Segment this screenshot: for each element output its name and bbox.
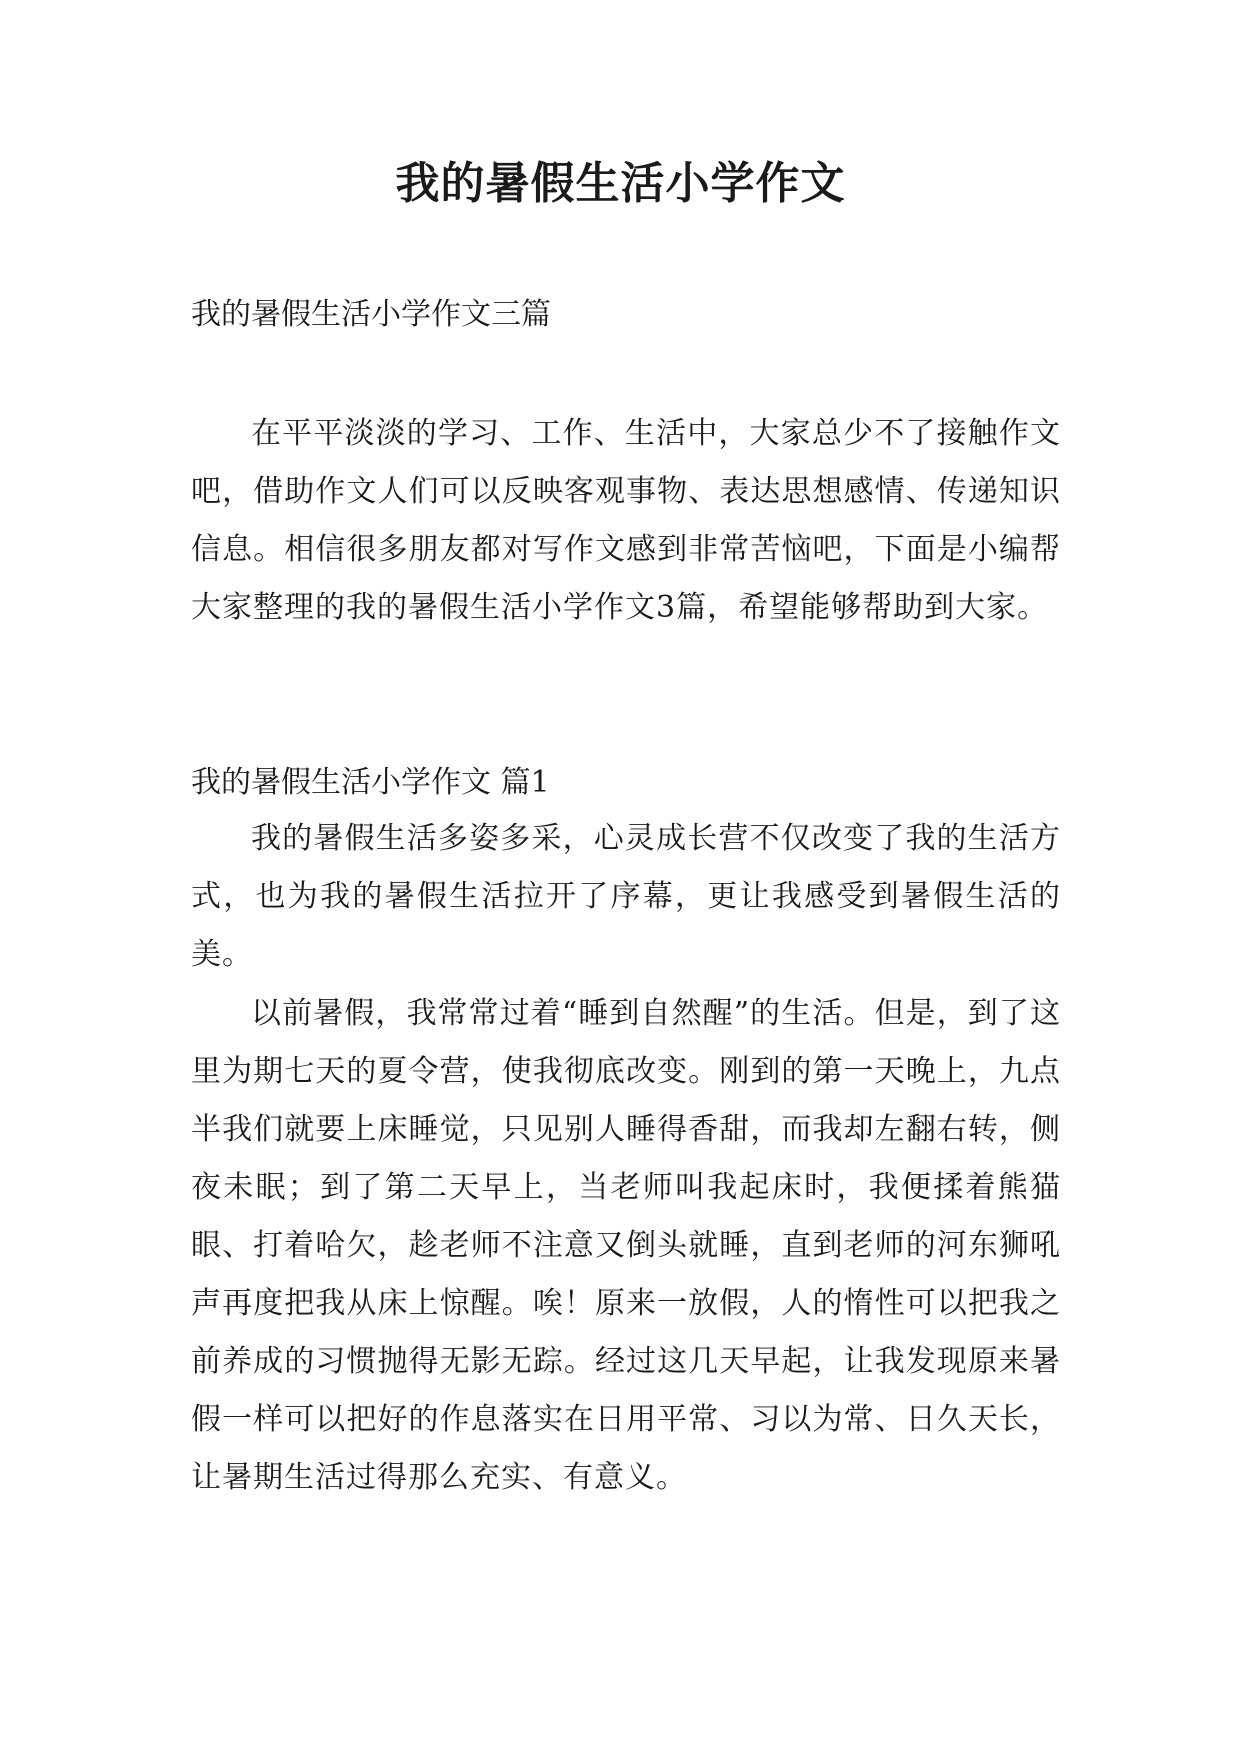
document-subtitle: 我的暑假生活小学作文三篇 [191, 297, 551, 332]
intro-paragraph: 在平平淡淡的学习、工作、生活中，大家总少不了接触作文吧，借助作文人们可以反映客观事物、表达思想感情、传递知识信息。相信很多朋友都对写作文感到非常苦恼吧，下面是小编帮大家整理的我的暑假生活小学作文3篇，希望能够帮助到大家。 [191, 416, 1061, 625]
body-paragraph: 我的暑假生活多姿多采，心灵成长营不仅改变了我的生活方式，也为我的暑假生活拉开了序幕，更让我感受到暑假生活的美。 [191, 821, 1061, 972]
section-heading: 我的暑假生活小学作文 篇1 [191, 765, 550, 800]
body-paragraph: 以前暑假，我常常过着“睡到自然醒”的生活。但是，到了这里为期七天的夏令营，使我彻底改变。刚到的第一天晚上，九点半我们就要上床睡觉，只见别人睡得香甜，而我却左翻右转，侧夜未眠；到了第二天早上，当老师叫我起床时，我便揉着熊猫眼、打着哈欠，趁老师不注意又倒头就睡，直到老师的河东狮吼声再度把我从床上惊醒。唉！原来一放假，人的惰性可以把我之前养成的习惯抛得无影无踪。经过这几天早起，让我发现原来暑假一样可以把好的作息落实在日用平常、习以为常、日久天长，让暑期生活过得那么充实、有意义。 [191, 996, 1061, 1495]
document-title: 我的暑假生活小学作文 [395, 158, 846, 209]
